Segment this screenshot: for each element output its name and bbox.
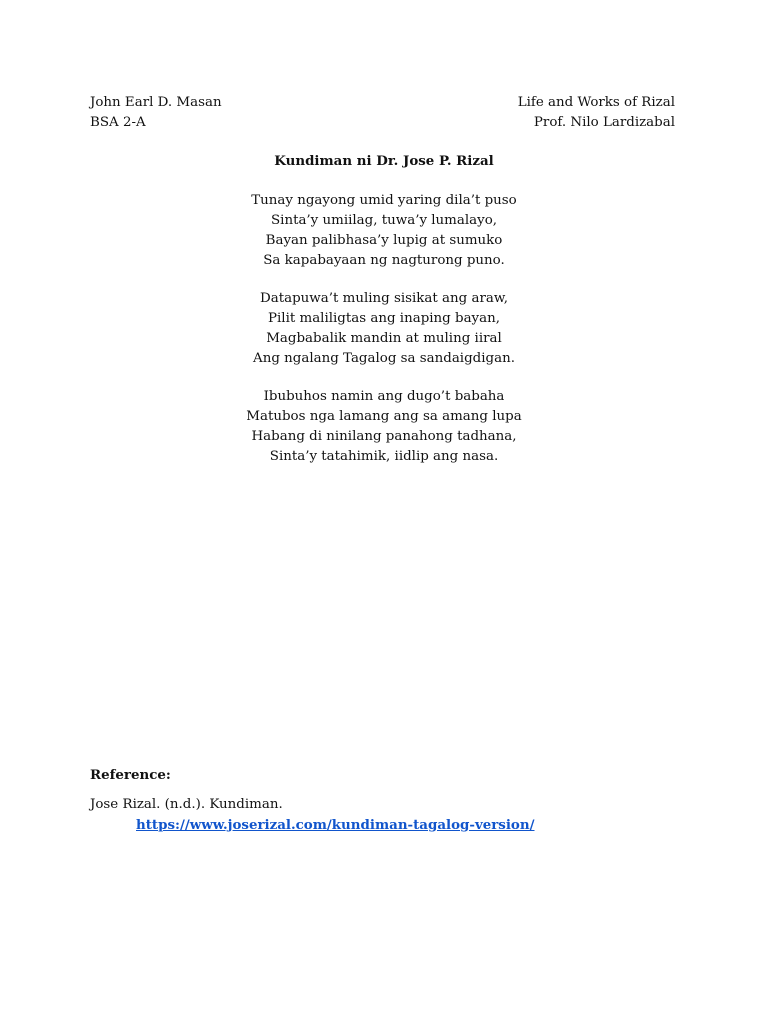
stanza-3 — [0, 387, 768, 467]
poem-line: Magbabalik mandin at muling iiral — [266, 331, 502, 346]
reference-heading: Reference: — [90, 767, 171, 783]
poem-line: Ibubuhos namin ang dugo’t babaha — [263, 389, 505, 404]
poem-line: Bayan palibhasa’y lupig at sumuko — [265, 233, 503, 248]
reference-citation: Jose Rizal. (n.d.). Kundiman. — [90, 797, 283, 812]
poem-title: Kundiman ni Dr. Jose P. Rizal — [274, 153, 494, 169]
author-name: John Earl D. Masan — [90, 95, 222, 110]
poem-line: Sinta’y tatahimik, iidlip ang nasa. — [269, 449, 499, 464]
poem-line: Sa kapabayaan ng nagturong puno. — [263, 253, 505, 268]
poem-line: Habang di ninilang panahong tadhana, — [251, 429, 517, 444]
poem-line: Matubos nga lamang ang sa amang lupa — [246, 409, 522, 424]
stanza-1 — [0, 191, 768, 271]
poem-line: Datapuwa’t muling sisikat ang araw, — [260, 291, 508, 306]
reference-link[interactable]: https://www.joserizal.com/kundiman-tagalog-version/ — [136, 817, 535, 833]
poem-line: Ang ngalang Tagalog sa sandaigdigan. — [253, 351, 515, 366]
poem-line: Tunay ngayong umid yaring dila’t puso — [251, 193, 517, 208]
course-name: Life and Works of Rizal — [517, 95, 675, 110]
poem-line: Pilit maliligtas ang inaping bayan, — [268, 311, 500, 326]
stanza-2 — [0, 289, 768, 369]
author-section: BSA 2-A — [90, 115, 146, 130]
professor-name: Prof. Nilo Lardizabal — [533, 115, 675, 130]
poem-line: Sinta’y umiilag, tuwa’y lumalayo, — [270, 213, 498, 228]
